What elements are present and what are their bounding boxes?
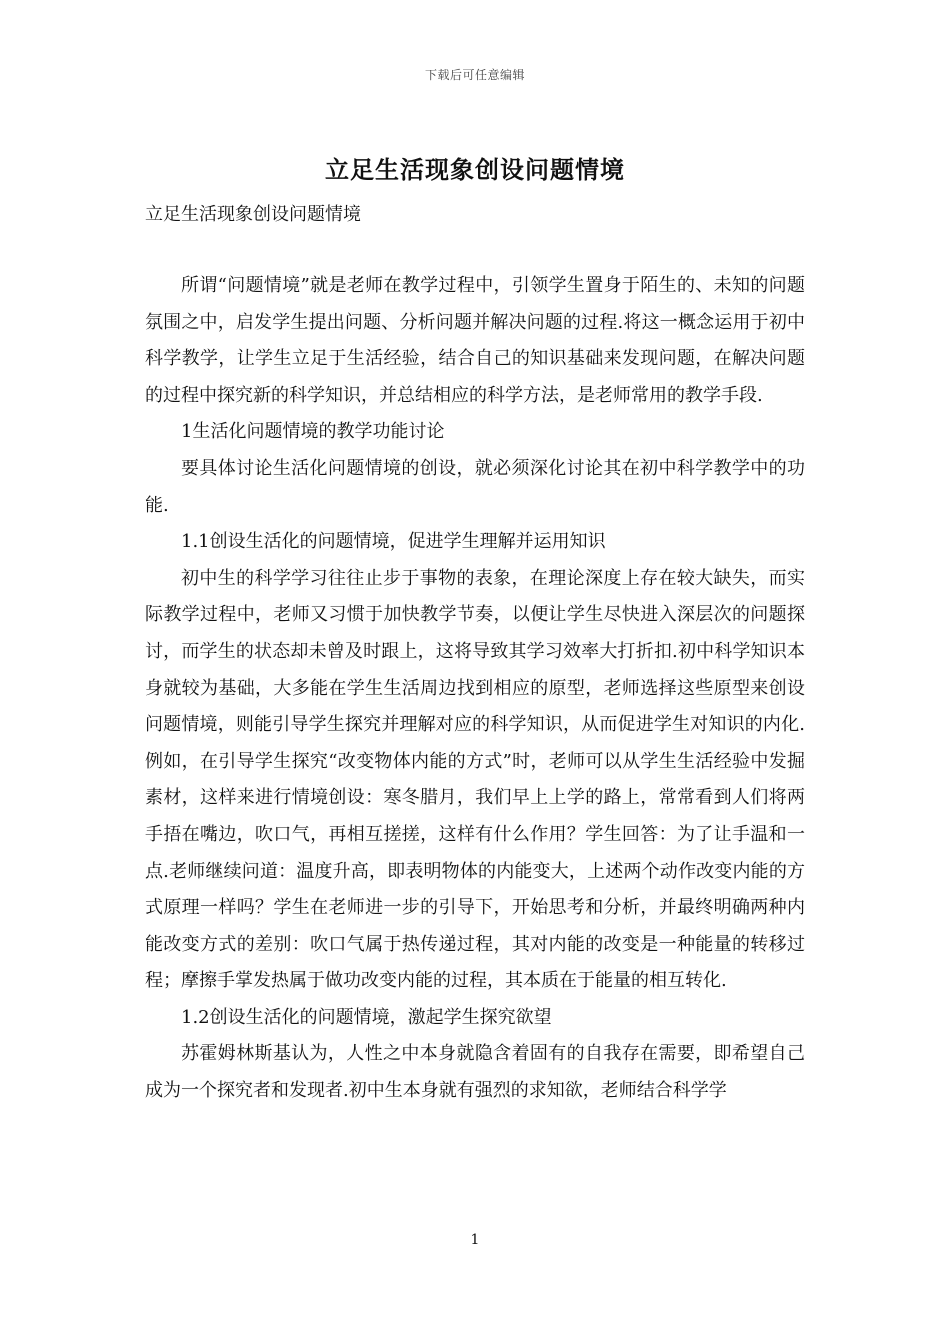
paragraph-section-1: 要具体讨论生活化问题情境的创设，就必须深化讨论其在初中科学教学中的功能.: [145, 457, 805, 516]
paragraph-intro: 所谓“问题情境”就是老师在教学过程中，引领学生置身于陌生的、未知的问题氛围之中，启发学生提出问题、分析问题并解决问题的过程.将这一概念运用于初中科学教学，让学生立足于生活经验，结合自己的知识基础来发现问题，在解决问题的过程中探究新的科学知识，并总结相应的科学方法，是老师常用的教学手段.: [145, 275, 805, 406]
section-heading-1: 1生活化问题情境的教学功能讨论: [181, 421, 445, 443]
section-heading-1-2: 1.2创设生活化的问题情境，激起学生探究欲望: [181, 1006, 552, 1028]
header-watermark: 下载后可任意编辑: [424, 68, 525, 82]
section-heading-1-1: 1.1创设生活化的问题情境，促进学生理解并运用知识: [181, 531, 606, 553]
document-body: [145, 268, 805, 1110]
paragraph-section-1-2: 苏霍姆林斯基认为，人性之中本身就隐含着固有的自我存在需要，即希望自己成为一个探究者和发现者.初中生本身就有强烈的求知欲，老师结合科学学: [145, 1043, 805, 1102]
page-number: 1: [470, 1232, 480, 1248]
document-subtitle: 立足生活现象创设问题情境: [145, 204, 361, 225]
paragraph-section-1-1: 初中生的科学学习往往止步于事物的表象，在理论深度上存在较大缺失，而实际教学过程中，老师又习惯于加快教学节奏，以便让学生尽快进入深层次的问题探讨，而学生的状态却未曾及时跟上，这将导致其学习效率大打折扣.初中科学知识本身就较为基础，大多能在学生生活周边找到相应的原型，老师选择这些原型来创设问题情境，则能引导学生探究并理解对应的科学知识，从而促进学生对知识的内化.例如，在引导学生探究“改变物体内能的方式”时，老师可以从学生生活经验中发掘素材，这样来进行情境创设：寒冬腊月，我们早上上学的路上，常常看到人们将两手捂在嘴边，吹口气，再相互搓搓，这样有什么作用？学生回答：为了让手温和一点.老师继续问道：温度升高，即表明物体的内能变大，上述两个动作改变内能的方式原理一样吗？学生在老师进一步的引导下，开始思考和分析，并最终明确两种内能改变方式的差别：吹口气属于热传递过程，其对内能的改变是一种能量的转移过程；摩擦手掌发热属于做功改变内能的过程，其本质在于能量的相互转化.: [145, 567, 805, 992]
document-title: 立足生活现象创设问题情境: [325, 155, 625, 184]
